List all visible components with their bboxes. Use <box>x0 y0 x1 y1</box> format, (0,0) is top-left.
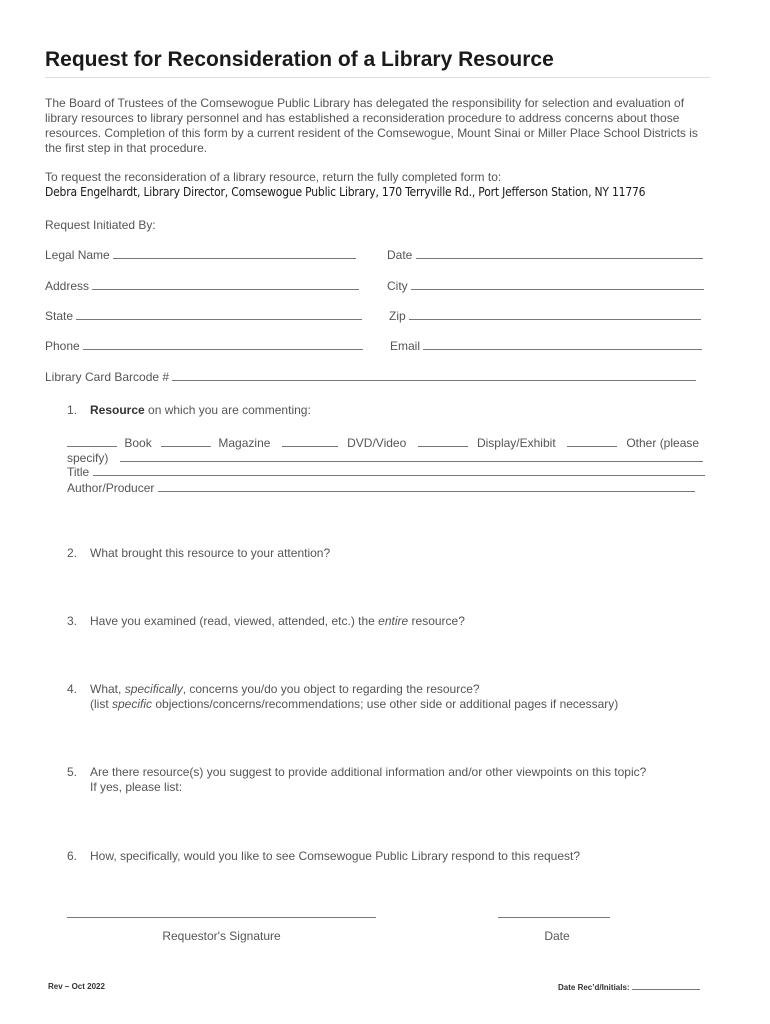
question-4-l2a: (list <box>90 697 112 711</box>
author-line[interactable] <box>158 481 695 492</box>
signature-date-line[interactable] <box>498 917 610 918</box>
question-4-number: 4. <box>67 682 78 696</box>
other-checkline[interactable] <box>567 436 617 447</box>
question-4 <box>67 682 618 712</box>
resource-type-row <box>67 436 699 450</box>
state-field[interactable] <box>45 309 362 323</box>
page-title: Request for Reconsideration of a Library Resource <box>45 48 554 71</box>
question-5-text: Are there resource(s) you suggest to provide additional information and/or other viewpoints on this topic? <box>90 765 647 779</box>
revision-note: Rev – Oct 2022 <box>48 982 105 991</box>
intro-paragraph: The Board of Trustees of the Comsewogue Public Library has delegated the responsibility for selection and evaluation of library resources to library personnel and has established a reconsideration procedure to address concerns about those resources. Completion of this form by a current resident of the Comsewogue, Mount Sinai or Miller Place School Districts is the first step in that procedure. <box>45 96 698 155</box>
question-3-text-a: Have you examined (read, viewed, attended, etc.) the <box>90 614 379 628</box>
question-4-subline <box>67 697 618 712</box>
resource-title-line[interactable] <box>93 465 705 476</box>
question-2-text: What brought this resource to your attention? <box>90 546 331 560</box>
question-2 <box>67 546 330 561</box>
address-label: Address <box>45 279 90 293</box>
date-label: Date <box>387 248 413 262</box>
author-label: Author/Producer <box>67 481 155 495</box>
signature-label: Requestor's Signature <box>162 929 281 943</box>
address-field[interactable] <box>45 279 359 293</box>
type-magazine-label: Magazine <box>218 436 271 450</box>
question-6-text: How, specifically, would you like to see Comsewogue Public Library respond to this request? <box>90 849 581 863</box>
return-address: Debra Engelhardt, Library Director, Comsewogue Public Library, 170 Terryville Rd., Port Jefferson Station, NY 11776 <box>45 185 646 199</box>
question-4-l2b: objections/concerns/recommendations; use other side or additional pages if necessary) <box>152 697 619 711</box>
state-line[interactable] <box>76 309 362 320</box>
question-4-l1-emphasis: specifically <box>124 682 183 696</box>
type-book-label: Book <box>124 436 152 450</box>
question-3-number: 3. <box>67 614 78 628</box>
question-3-text-b: resource? <box>408 614 465 628</box>
question-4-l1b: , concerns you/do you object to regarding the resource? <box>182 682 480 696</box>
question-4-l1a: What, <box>90 682 125 696</box>
question-4-l2-emphasis: specific <box>112 697 153 711</box>
legal-name-label: Legal Name <box>45 248 110 262</box>
date-line[interactable] <box>416 248 703 259</box>
signature-date-label: Date <box>544 929 570 943</box>
question-3 <box>67 614 465 629</box>
state-label: State <box>45 309 74 323</box>
type-dvd-label: DVD/Video <box>347 436 407 450</box>
question-1-number: 1. <box>67 403 78 417</box>
question-1-text: on which you are commenting: <box>144 403 311 417</box>
signature-line[interactable] <box>67 917 376 918</box>
question-6-number: 6. <box>67 849 78 863</box>
return-instruction: To request the reconsideration of a library resource, return the fully completed form to: <box>45 170 502 184</box>
email-line[interactable] <box>423 339 702 350</box>
address-line[interactable] <box>92 279 359 290</box>
question-6 <box>67 849 580 864</box>
library-card-line[interactable] <box>172 370 696 381</box>
date-field[interactable] <box>387 248 703 262</box>
specify-label: specify) <box>67 451 109 465</box>
type-display-label: Display/Exhibit <box>476 436 556 450</box>
initiated-by-label: Request Initiated By: <box>45 218 156 232</box>
question-1 <box>67 403 311 418</box>
legal-name-field[interactable] <box>45 248 356 262</box>
received-line[interactable] <box>632 982 700 990</box>
book-checkline[interactable] <box>67 436 117 447</box>
question-3-emphasis: entire <box>378 614 409 628</box>
question-5 <box>67 765 646 795</box>
received-label: Date Rec’d/Initials: <box>558 983 630 992</box>
library-card-field[interactable] <box>45 370 696 384</box>
resource-title-label: Title <box>67 465 90 479</box>
display-checkline[interactable] <box>418 436 468 447</box>
question-5-number: 5. <box>67 765 78 779</box>
received-field <box>558 982 700 992</box>
question-2-number: 2. <box>67 546 78 560</box>
email-field[interactable] <box>390 339 702 353</box>
specify-line[interactable] <box>120 451 703 462</box>
city-field[interactable] <box>387 279 704 293</box>
title-divider <box>45 77 710 78</box>
phone-label: Phone <box>45 339 80 353</box>
library-card-label: Library Card Barcode # <box>45 370 170 384</box>
question-1-bold: Resource <box>90 403 145 417</box>
magazine-checkline[interactable] <box>161 436 211 447</box>
author-row <box>67 481 695 495</box>
title-row <box>67 465 705 479</box>
dvd-checkline[interactable] <box>282 436 338 447</box>
zip-field[interactable] <box>389 309 701 323</box>
question-5-subline: If yes, please list: <box>90 780 183 794</box>
phone-field[interactable] <box>45 339 363 353</box>
legal-name-line[interactable] <box>113 248 356 259</box>
city-label: City <box>387 279 408 293</box>
specify-row <box>67 451 703 465</box>
email-label: Email <box>390 339 421 353</box>
phone-line[interactable] <box>83 339 363 350</box>
type-other-label: Other (please <box>626 436 700 450</box>
city-line[interactable] <box>411 279 704 290</box>
zip-line[interactable] <box>409 309 701 320</box>
zip-label: Zip <box>389 309 406 323</box>
